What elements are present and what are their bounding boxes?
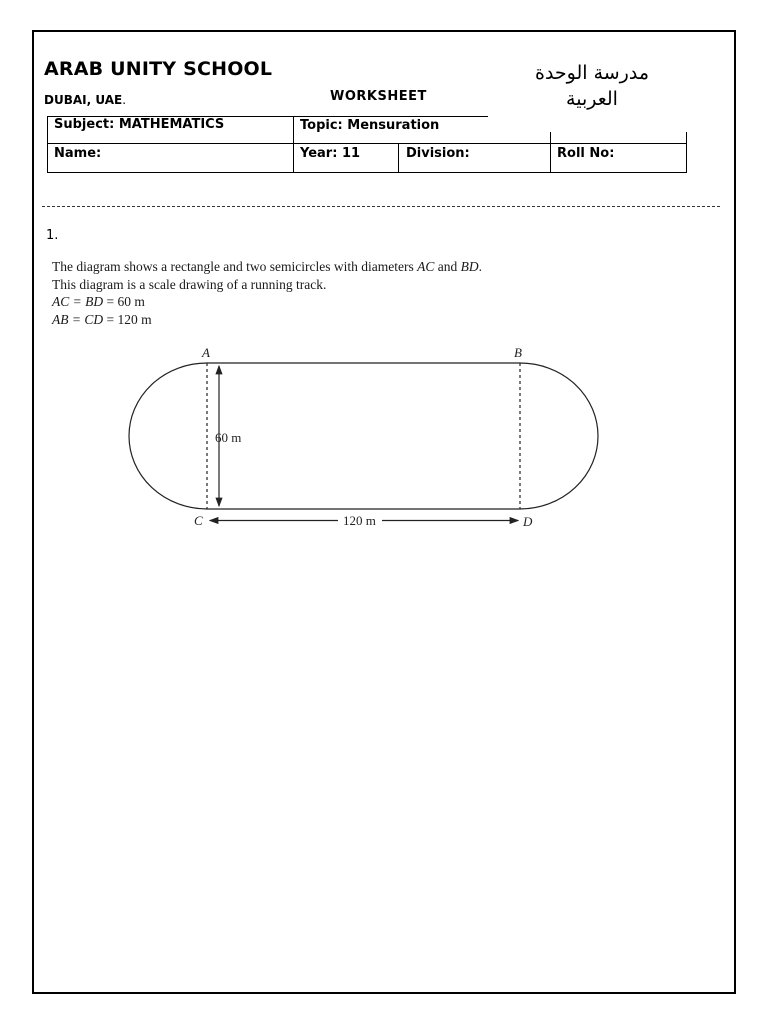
height-label: 60 m — [215, 430, 242, 445]
q1-and: and — [434, 259, 461, 274]
label-d: D — [523, 514, 533, 529]
name-field[interactable]: Name: — [54, 146, 102, 161]
section-divider — [42, 206, 720, 207]
q4-lhs: AB = CD — [52, 311, 104, 327]
arabic-line-1: مدرسة الوحدة — [534, 62, 650, 84]
label-c: C — [194, 513, 203, 528]
arabic-line-2: العربية — [566, 88, 618, 110]
length-label: 120 m — [343, 513, 376, 528]
topic-cell: Topic: Mensuration — [300, 118, 440, 133]
info-table-grid — [0, 0, 768, 200]
question-number: 1. — [46, 228, 59, 243]
question-line-3 — [52, 293, 482, 311]
q4-rhs: = 120 m — [103, 311, 152, 327]
question-text — [52, 258, 482, 328]
q1-text-a: The diagram shows a rectangle and two semicircles with diameters — [52, 259, 418, 274]
division-field[interactable]: Division: — [406, 146, 470, 161]
school-name: ARAB UNITY SCHOOL — [44, 58, 273, 80]
q1-ac: AC — [417, 259, 435, 274]
subject-cell: Subject: MATHEMATICS — [54, 117, 225, 132]
q3-lhs: AC = BD — [52, 294, 104, 309]
worksheet-title: WORKSHEET — [330, 89, 427, 104]
city-text: DUBAI, UAE — [44, 93, 123, 107]
question-line-1 — [52, 258, 482, 276]
label-a: A — [202, 345, 210, 360]
roll-number-field[interactable]: Roll No: — [557, 146, 615, 161]
q1-end: . — [478, 259, 483, 274]
question-line-2: This diagram is a scale drawing of a running track. — [52, 276, 327, 292]
city-suffix: . — [122, 93, 127, 107]
year-cell: Year: 11 — [300, 146, 361, 161]
question-line-4 — [52, 311, 482, 329]
track-outline — [129, 363, 598, 509]
q3-rhs: = 60 m — [103, 294, 145, 309]
q1-bd: BD — [460, 259, 479, 274]
label-b: B — [514, 345, 522, 360]
running-track-diagram — [0, 330, 768, 540]
